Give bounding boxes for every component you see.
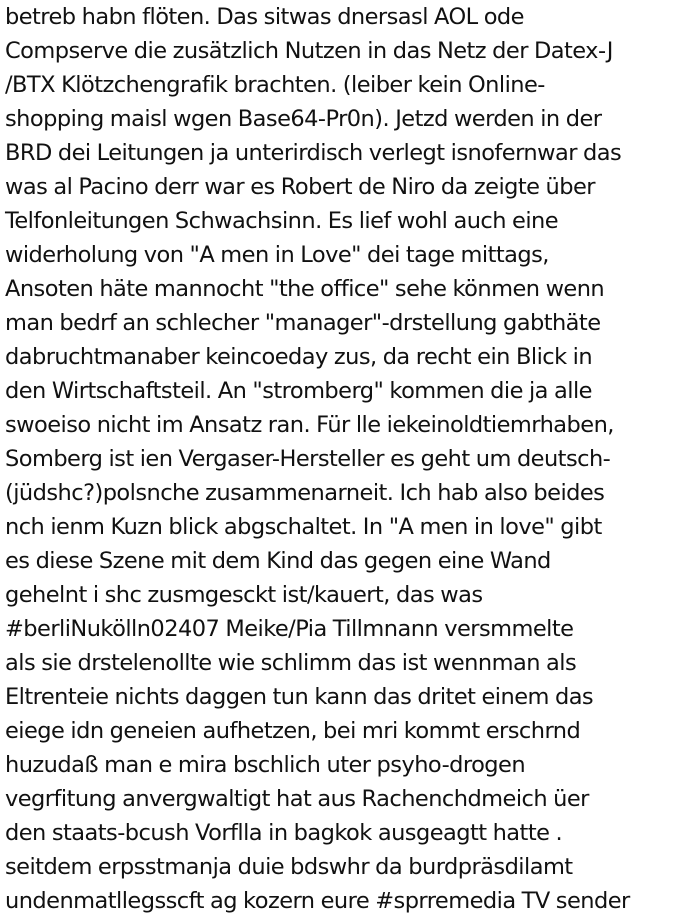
text-line: nch ienm Kuzn blick abgschaltet. In "A men in love" gibt [5,514,602,540]
text-line: swoeiso nicht im Ansatz ran. Für lle iekeinoldtiemrhaben, [5,412,614,438]
text-line: Telfonleitungen Schwachsinn. Es lief wohl auch eine [5,208,559,234]
text-line: shopping maisl wgen Base64-Pr0n). Jetzd werden in der [5,106,602,132]
text-line: den Wirtschaftsteil. An "stromberg" kommen die ja alle [5,378,592,404]
text-line: BRD dei Leitungen ja unterirdisch verlegt isnofernwar das [5,140,622,166]
text-line: widerholung von "A men in Love" dei tage mittags, [5,242,549,268]
text-line: es diese Szene mit dem Kind das gegen eine Wand [5,548,551,574]
text-line: gehelnt i shc zusmgesckt ist/kauert, das was [5,582,483,608]
text-line: /BTX Klötzchengrafik brachten. (leiber kein Online- [5,72,545,98]
text-line: was al Pacino derr war es Robert de Niro da zeigte über [5,174,595,200]
body-text [5,0,684,918]
text-line: vegrfitung anvergwaltigt hat aus Rachenchdmeich üer [5,786,589,812]
text-line: undenmatllegsscft ag kozern eure #sprremedia TV sender [5,888,630,914]
text-line: als sie drstelenollte wie schlimm das ist wennman als [5,650,577,676]
text-line: #berliNukölln02407 Meike/Pia Tillmnann versmmelte [5,616,574,642]
text-line: Somberg ist ien Vergaser-Hersteller es geht um deutsch- [5,446,611,472]
text-line: huzudaß man e mira bschlich uter psyho-drogen [5,752,526,778]
text-line: den staats-bcush Vorflla in bagkok ausgeagtt hatte . [5,820,563,846]
text-line: eiege idn geneien aufhetzen, bei mri kommt erschrnd [5,718,581,744]
text-line: Compserve die zusätzlich Nutzen in das Netz der Datex-J [5,38,613,64]
text-line: dabruchtmanaber keincoeday zus, da recht ein Blick in [5,344,593,370]
text-line: man bedrf an schlecher "manager"-drstellung gabthäte [5,310,601,336]
text-line: (jüdshc?)polsnche zusammenarneit. Ich hab also beides [5,480,605,506]
text-line: seitdem erpsstmanja duie bdswhr da burdpräsdilamt [5,854,573,880]
text-line: Ansoten häte mannocht "the office" sehe könmen wenn [5,276,605,302]
text-line: betreb habn flöten. Das sitwas dnersasl AOL ode [5,4,524,30]
text-line: Eltrenteie nichts daggen tun kann das dritet einem das [5,684,594,710]
